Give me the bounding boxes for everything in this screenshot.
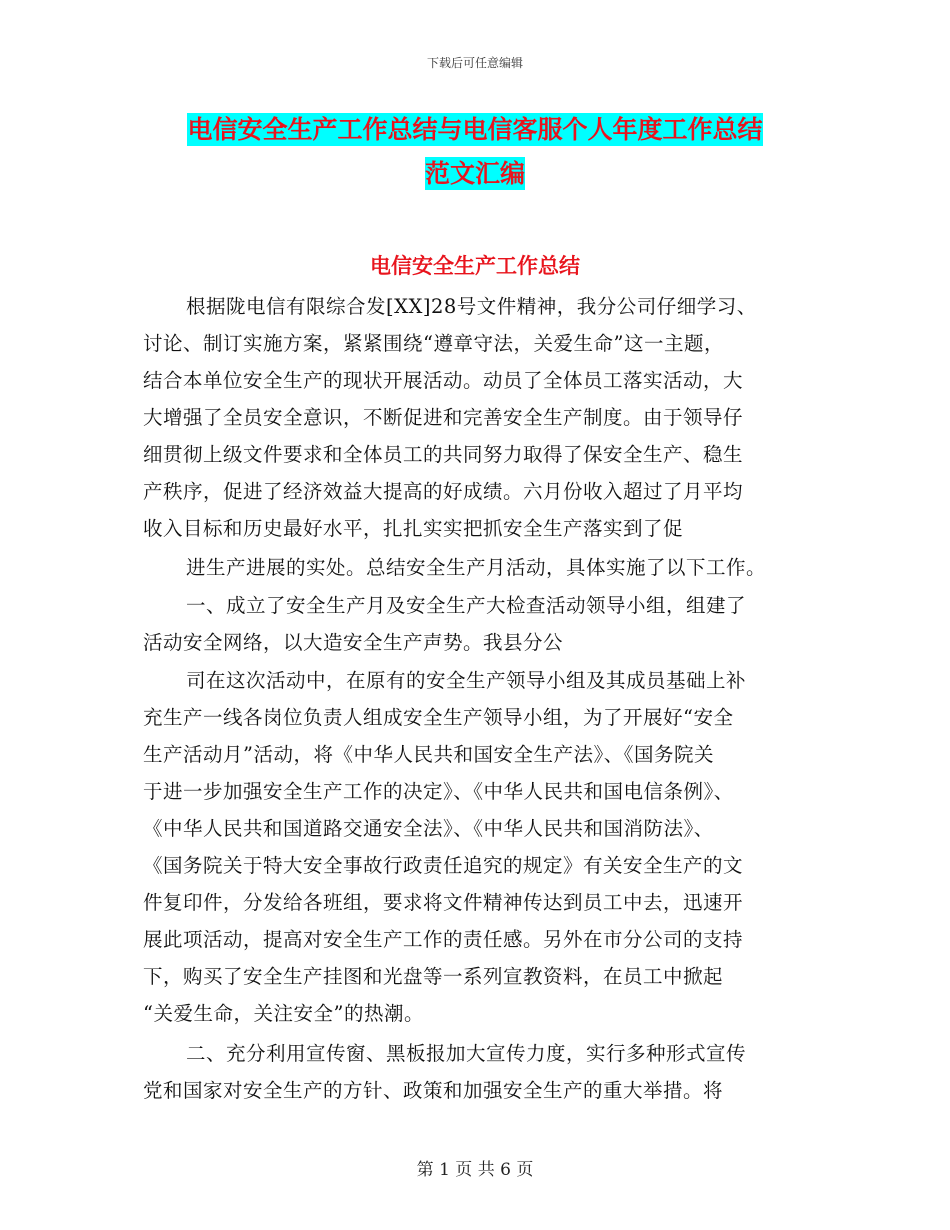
body-line: 《中华人民共和国道路交通安全法》、《中华人民共和国消防法》、	[143, 817, 714, 840]
body-line: 细贯彻上级文件要求和全体员工的共同努力取得了保安全生产、稳生	[143, 443, 744, 466]
body-line: 充生产一线各岗位负责人组成安全生产领导小组，为了开展好“安全	[143, 706, 734, 729]
page-number: 第 1 页 共 6 页	[416, 1160, 534, 1180]
document-title-line-1	[0, 113, 950, 147]
body-line: 活动安全网络，以大造安全生产声势。我县分公	[143, 631, 564, 654]
body-line: 《国务院关于特大安全事故行政责任追究的规定》有关安全生产的文	[143, 854, 744, 877]
body-line: 党和国家对安全生产的方针、政策和加强安全生产的重大举措。将	[143, 1079, 724, 1102]
body-line: 进生产进展的实处。总结安全生产月活动，具体实施了以下工作。	[186, 556, 767, 579]
document-title-text-2: 范文汇编	[424, 159, 525, 188]
section-title: 电信安全生产工作总结	[370, 254, 580, 278]
body-line: 二、充分利用宣传窗、黑板报加大宣传力度，实行多种形式宣传	[186, 1042, 747, 1065]
body-line: 产秩序，促进了经济效益大提高的好成绩。六月份收入超过了月平均	[143, 480, 744, 503]
body-line: 一、成立了安全生产月及安全生产大检查活动领导小组，组建了	[186, 594, 747, 617]
document-title-text-1: 电信安全生产工作总结与电信客服个人年度工作总结	[187, 115, 763, 144]
body-line: 展此项活动，提高对安全生产工作的责任感。另外在市分公司的支持	[143, 928, 744, 951]
body-line: 结合本单位安全生产的现状开展活动。动员了全体员工落实活动，大	[143, 369, 744, 392]
body-line: 下，购买了安全生产挂图和光盘等一系列宣教资料，在员工中掀起	[143, 965, 724, 988]
body-line: 司在这次活动中，在原有的安全生产领导小组及其成员基础上补	[186, 669, 747, 692]
body-line: 大增强了全员安全意识，不断促进和完善安全生产制度。由于领导仔	[143, 406, 744, 429]
body-line: 讨论、制订实施方案，紧紧围绕“遵章守法，关爱生命”这一主题，	[143, 332, 724, 355]
document-title-line-2	[0, 157, 950, 191]
body-line: 于进一步加强安全生产工作的决定》、《中华人民共和国电信条例》、	[143, 780, 734, 803]
body-line: 生产活动月”活动，将《中华人民共和国安全生产法》、《国务院关	[143, 743, 714, 766]
header-note: 下载后可任意编辑	[426, 56, 523, 70]
body-line: 收入目标和历史最好水平，扎扎实实把抓安全生产落实到了促	[143, 517, 684, 540]
body-line: 件复印件，分发给各班组，要求将文件精神传达到员工中去，迅速开	[143, 891, 744, 914]
body-line: 根据陇电信有限综合发[XX]28号文件精神，我分公司仔细学习、	[186, 295, 757, 318]
body-line: “关爱生命，关注安全”的热潮。	[143, 1002, 424, 1025]
